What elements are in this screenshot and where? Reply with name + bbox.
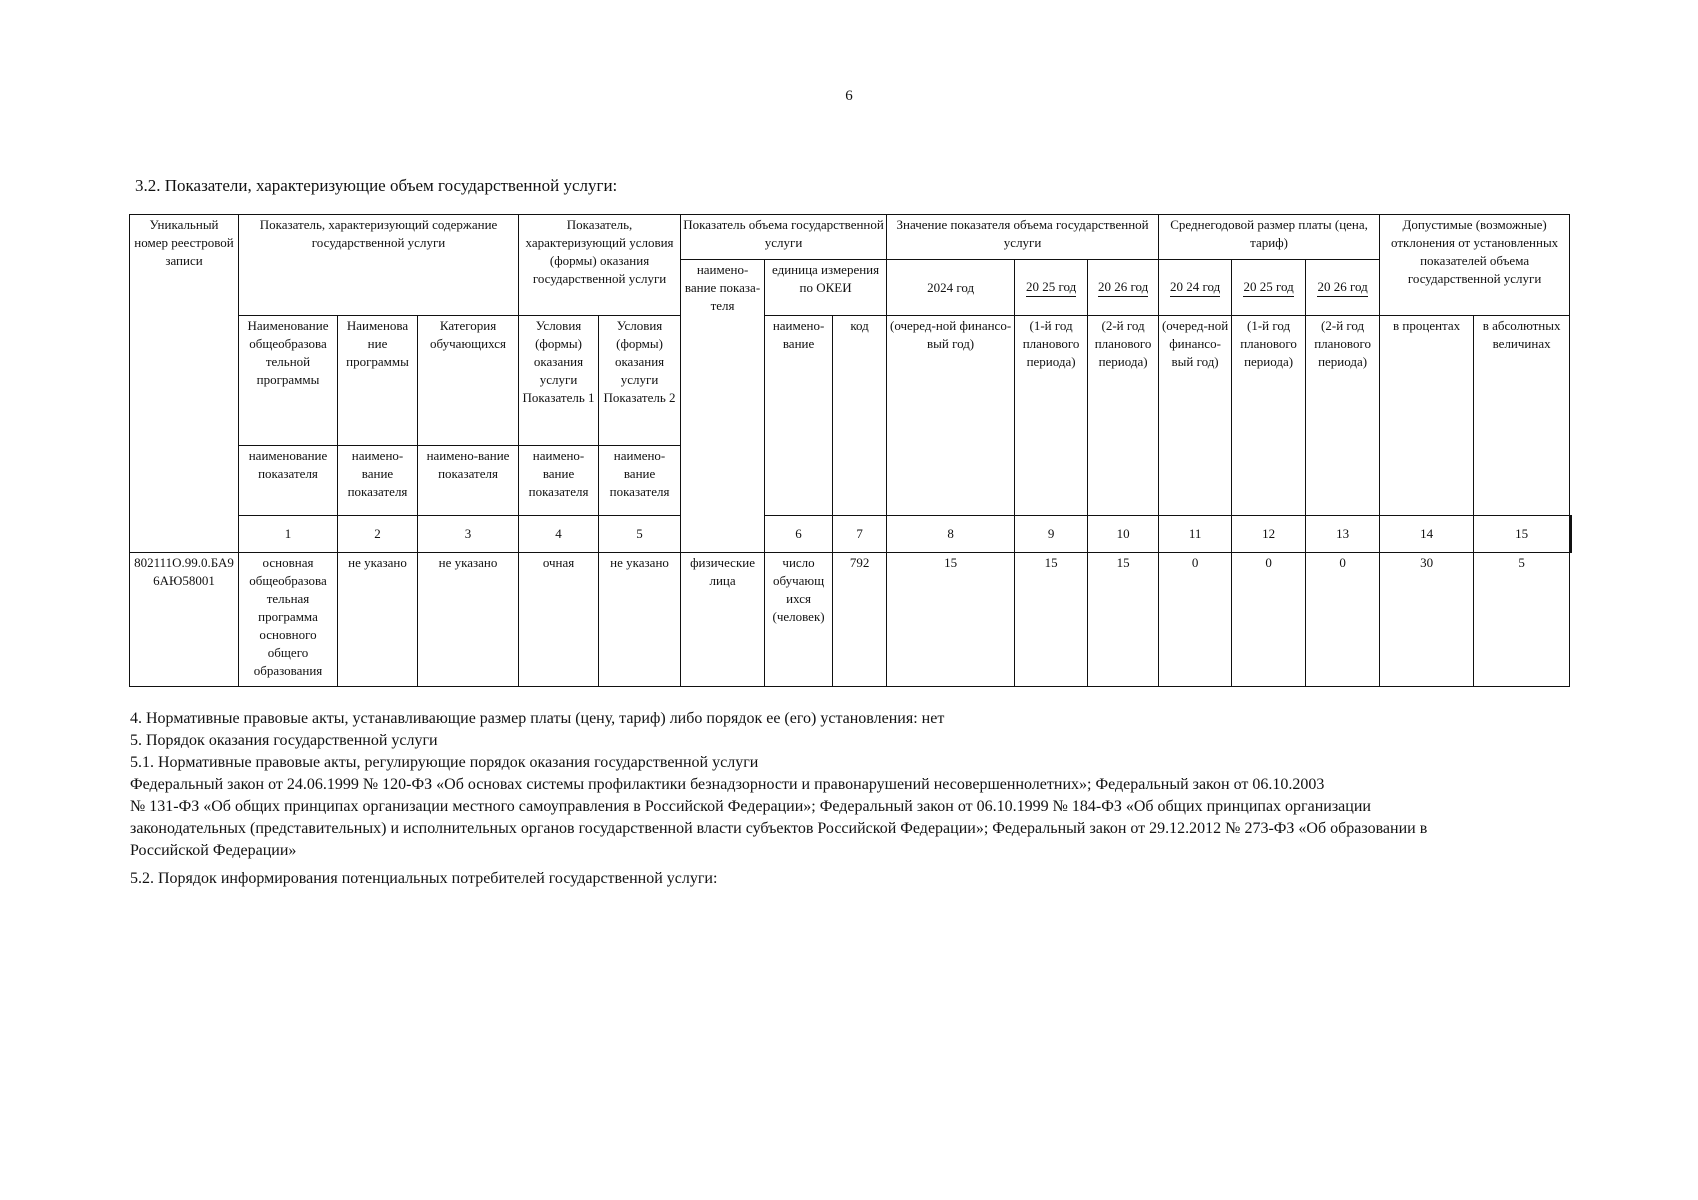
condition-1-cell: очная xyxy=(519,553,599,687)
value-2024-cell: 15 xyxy=(887,553,1015,687)
column-number: 3 xyxy=(418,516,519,553)
header-program-name: Наименова ние программы xyxy=(338,316,418,446)
volume-indicators-table xyxy=(129,214,1572,687)
header-content-indicator: Показатель, характеризующий содержание государственной услуги xyxy=(239,215,519,316)
fee-2025-cell: 0 xyxy=(1232,553,1306,687)
header-fee-2026: 20 26 год xyxy=(1306,260,1380,316)
header-year-2025-sub: (1-й год планового периода) xyxy=(1015,316,1088,516)
deviation-absolute-cell: 5 xyxy=(1474,553,1570,687)
header-fee-2026-sub: (2-й год планового периода) xyxy=(1306,316,1380,516)
column-number: 1 xyxy=(239,516,338,553)
column-number: 9 xyxy=(1015,516,1088,553)
header-year-2024: 2024 год xyxy=(887,260,1015,316)
deviation-percent-cell: 30 xyxy=(1380,553,1474,687)
law-line-2: № 131-ФЗ «Об общих принципах организации местного самоуправления в Российской Федерации»; Федеральный закон от 06.10.1999 № 184-ФЗ «Об общих принципах организации xyxy=(130,798,1371,815)
column-number: 7 xyxy=(833,516,887,553)
header-average-fee: Среднегодовой размер платы (цена, тариф) xyxy=(1159,215,1380,260)
column-number: 6 xyxy=(765,516,833,553)
header-indicator-name-1: наименование показателя xyxy=(239,446,338,516)
header-condition-1: Условия (формы) оказания услуги Показатель 1 xyxy=(519,316,599,446)
law-line-3: законодательных (представительных) и исполнительных органов государственной власти субъектов Российской Федерации»; Федеральный закон от 29.12.2012 № 273-ФЗ «Об образовании в xyxy=(130,820,1428,837)
header-year-2024-sub: (очеред-ной финансо-вый год) xyxy=(887,316,1015,516)
value-2025-cell: 15 xyxy=(1015,553,1088,687)
column-number: 13 xyxy=(1306,516,1380,553)
header-volume-value: Значение показателя объема государственной услуги xyxy=(887,215,1159,260)
header-allowed-deviation: Допустимые (возможные) отклонения от установленных показателей объема государственной услуги xyxy=(1380,215,1570,316)
column-number: 10 xyxy=(1088,516,1159,553)
registry-number-cell: 802111О.99.0.БА96АЮ58001 xyxy=(130,553,239,687)
header-deviation-percent: в процентах xyxy=(1380,316,1474,516)
column-number: 12 xyxy=(1232,516,1306,553)
header-unit-name: наимено-вание xyxy=(765,316,833,516)
unit-code-cell: 792 xyxy=(833,553,887,687)
header-fee-2025-sub: (1-й год планового периода) xyxy=(1232,316,1306,516)
header-volume-indicator: Показатель объема государственной услуги xyxy=(681,215,887,260)
header-deviation-absolute: в абсолютных величинах xyxy=(1474,316,1570,516)
program-name-cell: не указано xyxy=(338,553,418,687)
column-number: 4 xyxy=(519,516,599,553)
section-title: 3.2. Показатели, характеризующие объем государственной услуги: xyxy=(135,176,618,195)
category-cell: не указано xyxy=(418,553,519,687)
law-line-1: Федеральный закон от 24.06.1999 № 120-ФЗ «Об основах системы профилактики безнадзорности и правонарушений несовершеннолетних»; Федеральный закон от 06.10.2003 xyxy=(130,776,1325,793)
header-year-2026: 20 26 год xyxy=(1088,260,1159,316)
table-row xyxy=(130,553,1572,687)
column-number xyxy=(1571,516,1572,553)
header-okei-unit: единица измерения по ОКЕИ xyxy=(765,260,887,316)
column-number: 8 xyxy=(887,516,1015,553)
column-number: 11 xyxy=(1159,516,1232,553)
volume-name-cell: физические лица xyxy=(681,553,765,687)
column-number: 5 xyxy=(599,516,681,553)
header-conditions-indicator: Показатель, характеризующий условия (формы) оказания государственной услуги xyxy=(519,215,681,316)
column-number: 14 xyxy=(1380,516,1474,553)
fee-2024-cell: 0 xyxy=(1159,553,1232,687)
column-numbers-row xyxy=(130,516,1572,553)
header-fee-2025: 20 25 год xyxy=(1232,260,1306,316)
header-fee-2024-sub: (очеред-ной финансо-вый год) xyxy=(1159,316,1232,516)
paragraph-5-1: 5.1. Нормативные правовые акты, регулирующие порядок оказания государственной услуги xyxy=(130,754,759,771)
paragraph-5-2: 5.2. Порядок информирования потенциальных потребителей государственной услуги: xyxy=(130,870,718,887)
column-number: 15 xyxy=(1474,516,1570,553)
header-unit-code: код xyxy=(833,316,887,516)
header-condition-2: Условия (формы) оказания услуги Показатель 2 xyxy=(599,316,681,446)
header-indicator-name-2: наимено-вание показателя xyxy=(338,446,418,516)
header-volume-name: наимено-вание показа-теля xyxy=(681,260,765,553)
header-indicator-name-3: наимено-вание показателя xyxy=(418,446,519,516)
header-student-category: Категория обучающихся xyxy=(418,316,519,446)
program-cell: основная общеобразова тельная программа основного общего образования xyxy=(239,553,338,687)
header-indicator-name-5: наимено-вание показателя xyxy=(599,446,681,516)
value-2026-cell: 15 xyxy=(1088,553,1159,687)
header-year-2025: 20 25 год xyxy=(1015,260,1088,316)
condition-2-cell: не указано xyxy=(599,553,681,687)
header-fee-2024: 20 24 год xyxy=(1159,260,1232,316)
header-unique-number: Уникальный номер реестровой записи xyxy=(130,215,239,553)
header-program: Наименование общеобразова тельной программы xyxy=(239,316,338,446)
document-body xyxy=(130,708,1570,890)
paragraph-4: 4. Нормативные правовые акты, устанавливающие размер платы (цену, тариф) либо порядок ее (его) установления: нет xyxy=(130,710,945,727)
fee-2026-cell: 0 xyxy=(1306,553,1380,687)
page-number: 6 xyxy=(845,88,853,104)
column-number: 2 xyxy=(338,516,418,553)
law-line-4: Российской Федерации» xyxy=(130,842,297,859)
header-year-2026-sub: (2-й год планового периода) xyxy=(1088,316,1159,516)
unit-name-cell: число обучающ ихся (человек) xyxy=(765,553,833,687)
paragraph-5: 5. Порядок оказания государственной услуги xyxy=(130,732,438,749)
header-indicator-name-4: наимено-вание показателя xyxy=(519,446,599,516)
